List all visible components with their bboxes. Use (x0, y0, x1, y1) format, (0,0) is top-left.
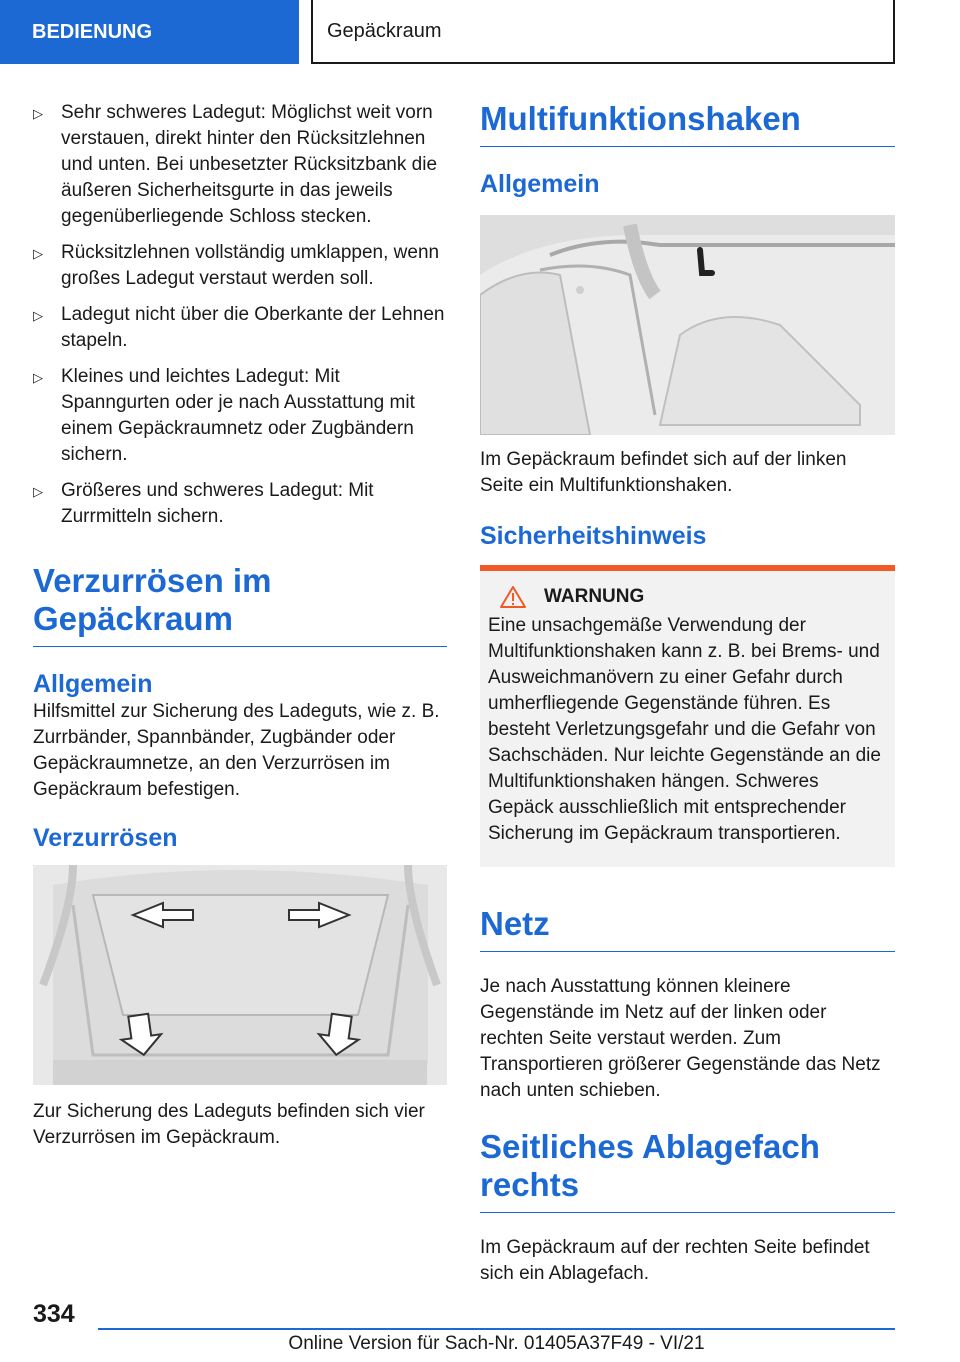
bullet-triangle-icon: ▷ (33, 246, 43, 261)
list-item: ▷ Ladegut nicht über die Oberkante der Lehnen stapeln. (33, 304, 445, 351)
multifunktionshaken-caption: Im Gepäckraum befindet sich auf der linken Seite ein Multifunktionshaken. (480, 449, 847, 496)
bullet-triangle-icon: ▷ (33, 370, 43, 385)
netz-paragraph: Je nach Ausstattung können kleinere Gegenstände im Netz auf der linken oder rechten Seite verstaut werden. Zum Transportieren größerer Gegenstände das Netz nach unten schieben. (480, 976, 881, 1101)
header-section-label: BEDIENUNG (32, 20, 153, 43)
ablagefach-paragraph: Im Gepäckraum auf der rechten Seite befindet sich ein Ablagefach. (480, 1237, 870, 1284)
right-column (480, 100, 895, 1287)
subsection-title-allgemein: Allgemein (33, 670, 153, 698)
bullet-triangle-icon: ▷ (33, 106, 43, 121)
header-section-tab (0, 0, 299, 64)
bullet-triangle-icon: ▷ (33, 308, 43, 323)
warning-header (500, 585, 887, 609)
warning-label: WARNUNG (544, 586, 645, 607)
trunk-tie-down-illustration (33, 865, 447, 1085)
list-item: ▷ Sehr schweres Ladegut: Möglichst weit vorn verstauen, direkt hinter den Rücksitzlehnen und unten. Bei unbesetzter Rücksitzbank die äußeren Sicherheitsgurte in das jeweils gegenüberliegende Schloss stecken. (33, 102, 438, 227)
footer-version-text: Online Version für Sach-Nr. 01405A37F49 - VI/21 (288, 1333, 705, 1354)
bullet-triangle-icon: ▷ (33, 484, 43, 499)
warning-text: Eine unsachgemäße Verwendung der Multifunktionshaken kann z. B. bei Brems- und Ausweichmanövern zu einer Gefahr durch umherfliegende Gegenstände führen. Es besteht Verletzungsgefahr und die Gefahr von Sachschäden. Nur leichte Gegenstände an die Multifunktionshaken hängen. Schweres Gepäck ausschließlich mit entsprechender Sicherung im Gepäckraum transportieren. (488, 615, 881, 844)
header-chapter-label: Gepäckraum (327, 19, 442, 42)
subsection-title-sicherheitshinweis: Sicherheitshinweis (480, 522, 707, 550)
warning-box (480, 571, 895, 867)
trunk-illustration-svg (33, 865, 447, 1085)
section-title-multifunktionshaken: Multifunktionshaken (480, 100, 895, 147)
section-title-verzurroesen: Verzurrösen im Gepäckraum (33, 562, 447, 647)
list-item: ▷ Kleines und leichtes Ladegut: Mit Spanngurten oder je nach Ausstattung mit einem Gepäckraumnetz oder Zugbändern sichern. (33, 366, 415, 465)
subsection-title-allgemein-right: Allgemein (480, 170, 600, 198)
warning-callout (480, 565, 895, 867)
left-column (33, 100, 447, 1151)
section-title-ablagefach: Seitliches Ablagefach rechts (480, 1128, 895, 1213)
warning-triangle-icon (500, 585, 526, 609)
section-title-netz: Netz (480, 905, 895, 952)
list-item: ▷ Rücksitzlehnen vollständig umklappen, wenn großes Ladegut verstaut werden soll. (33, 242, 440, 289)
multifunction-hook-illustration (480, 215, 895, 435)
allgemein-paragraph: Hilfsmittel zur Sicherung des Ladeguts, wie z. B. Zurrbänder, Spannbänder, Zugbänder oder Gepäckraumnetze, an den Verzurrösen im Gepäckraum befestigen. (33, 701, 440, 800)
hook-illustration-svg (480, 215, 895, 435)
footer-divider (98, 1328, 895, 1330)
verzurroesen-caption: Zur Sicherung des Ladeguts befinden sich vier Verzurrösen im Gepäckraum. (33, 1101, 425, 1148)
page-number: 334 (33, 1300, 75, 1328)
header-chapter-tab (311, 0, 895, 64)
list-item: ▷ Größeres und schweres Ladegut: Mit Zurrmitteln sichern. (33, 480, 374, 527)
loading-tips-list (33, 100, 447, 530)
subsection-title-verzurroesen: Verzurrösen (33, 824, 178, 852)
